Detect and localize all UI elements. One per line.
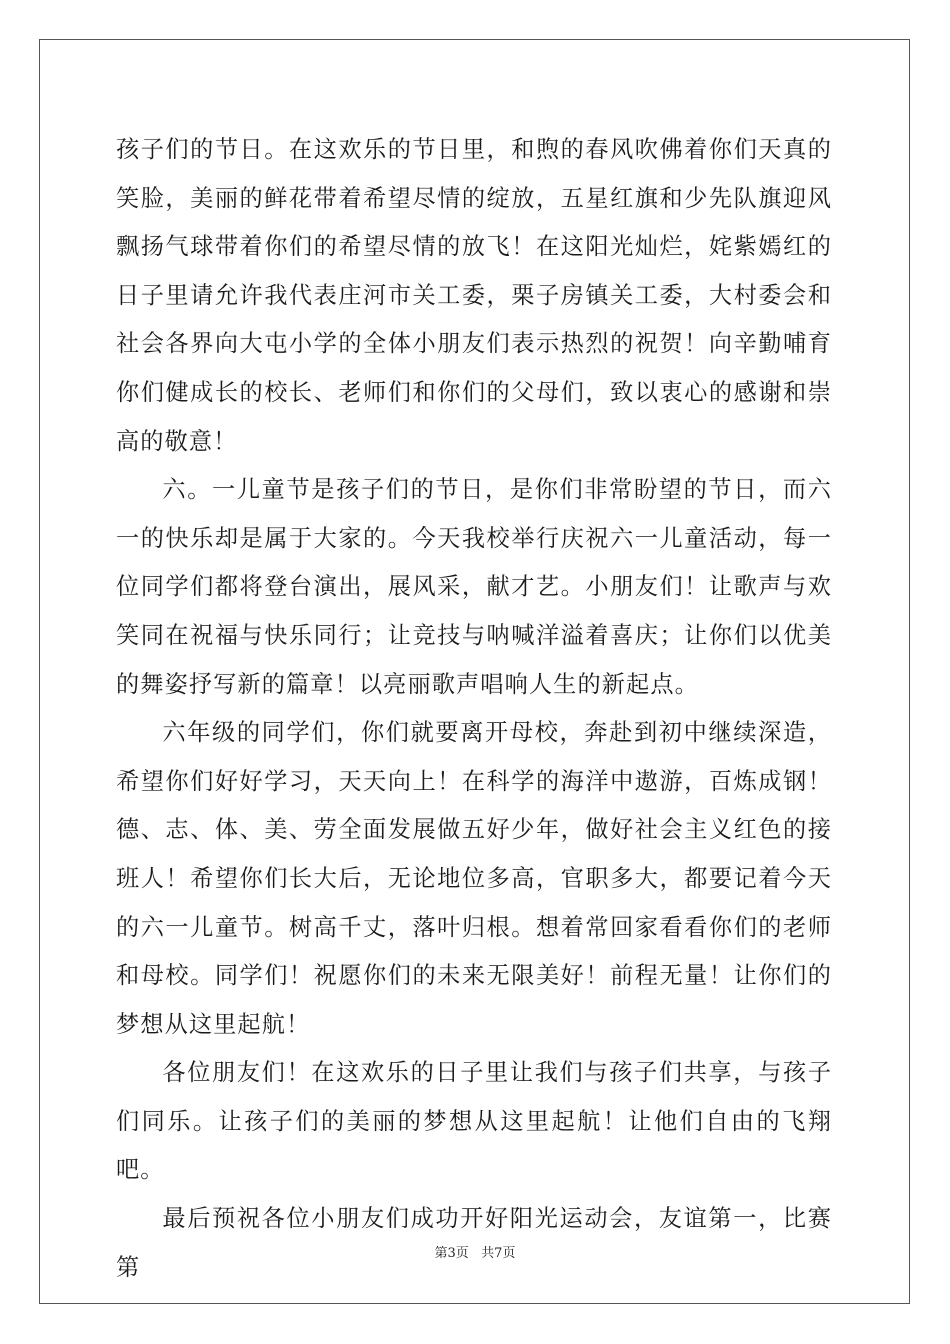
document-body [116,126,832,1292]
paragraph-5: 最后预祝各位小朋友们成功开好阳光运动会，友谊第一，比赛第 [116,1205,832,1281]
paragraph-4: 各位朋友们！在这欢乐的日子里让我们与孩子们共享，与孩子们同乐。让孩子们的美丽的梦想从这里起航！让他们自由的飞翔吧。 [116,1059,832,1184]
page-number-footer: 第3页 共7页 [434,1246,516,1261]
paragraph-1: 孩子们的节日。在这欢乐的节日里，和煦的春风吹佛着你们天真的笑脸，美丽的鲜花带着希望尽情的绽放，五星红旗和少先队旗迎风飘扬气球带着你们的希望尽情的放飞！在这阳光灿烂，姹紫嫣红的日子里请允许我代表庄河市关工委，栗子房镇关工委，大村委会和社会各界向大屯小学的全体小朋友们表示热烈的祝贺！向辛勤哺育你们健成长的校长、老师们和你们的父母们，致以衷心的感谢和崇高的敬意！ [116,136,832,455]
paragraph-3: 六年级的同学们，你们就要离开母校，奔赴到初中继续深造，希望你们好好学习，天天向上！在科学的海洋中遨游，百炼成钢！德、志、体、美、劳全面发展做五好少年，做好社会主义红色的接班人！希望你们长大后，无论地位多高，官职多大，都要记着今天的六一儿童节。树高千丈，落叶归根。想着常回家看看你们的老师和母校。同学们！祝愿你们的未来无限美好！前程无量！让你们的梦想从这里起航！ [116,719,832,1038]
paragraph-2: 六。一儿童节是孩子们的节日，是你们非常盼望的节日，而六一的快乐却是属于大家的。今天我校举行庆祝六一儿童活动，每一位同学们都将登台演出，展风采，献才艺。小朋友们！让歌声与欢笑同在祝福与快乐同行；让竞技与呐喊洋溢着喜庆；让你们以优美的舞姿抒写新的篇章！以亮丽歌声唱响人生的新起点。 [116,476,832,698]
